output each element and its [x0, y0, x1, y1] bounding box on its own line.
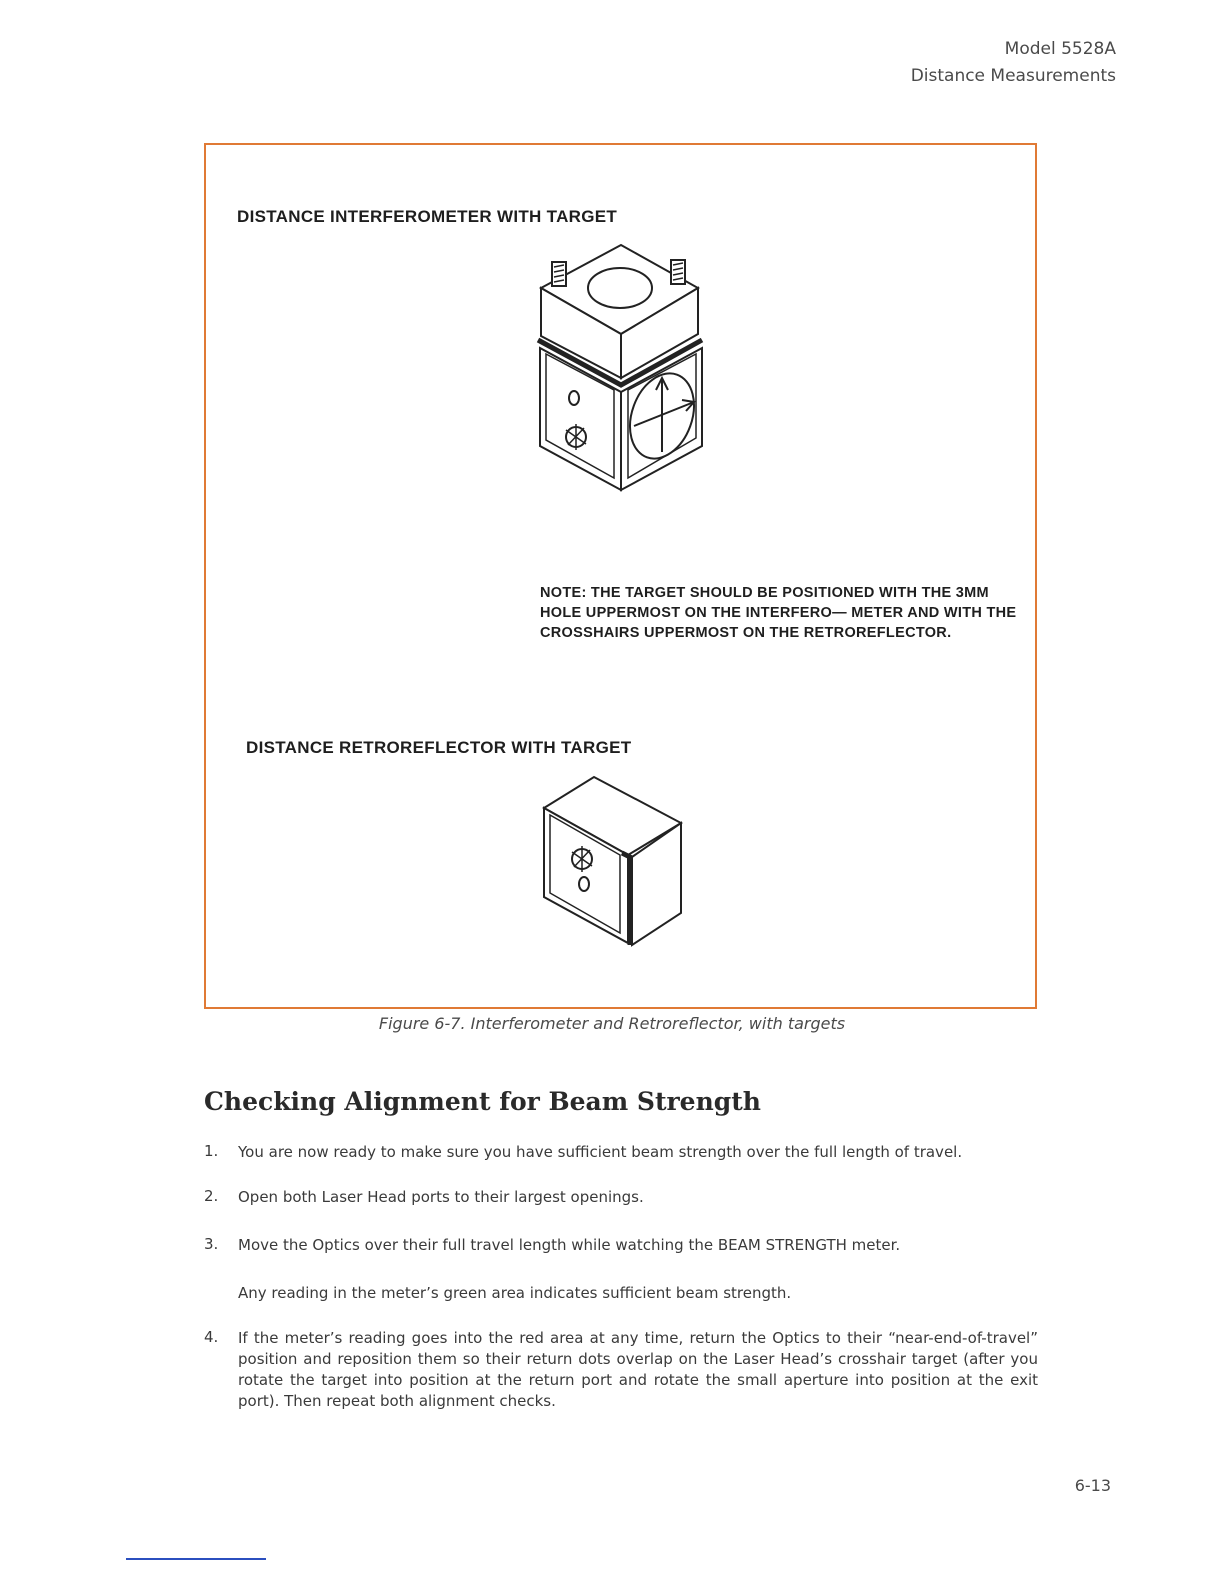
step-number: 4. — [204, 1328, 219, 1346]
retroreflector-label: DISTANCE RETROREFLECTOR WITH TARGET — [246, 738, 632, 757]
running-head — [911, 36, 1116, 90]
footer-rule — [126, 1558, 266, 1560]
step-text: Move the Optics over their full travel length while watching the BEAM STRENGTH meter. — [238, 1236, 901, 1254]
step-number: 3. — [204, 1235, 219, 1253]
page-number: 6-13 — [1074, 1476, 1111, 1495]
model-label: Model 5528A — [1004, 39, 1116, 59]
step-number: 1. — [204, 1142, 219, 1160]
interferometer-illustration — [526, 240, 711, 500]
figure-note: NOTE: THE TARGET SHOULD BE POSITIONED WITH THE 3MM HOLE UPPERMOST ON THE INTERFERO— METER AND WITH THE CROSSHAIRS UPPERMOST ON THE RETROREFLECTOR. — [540, 585, 1017, 641]
retroreflector-illustration — [536, 773, 686, 953]
step-number: 2. — [204, 1187, 219, 1205]
step-text: You are now ready to make sure you have sufficient beam strength over the full length of travel. — [238, 1143, 963, 1161]
section-label: Distance Measurements — [910, 66, 1116, 86]
step-text: Open both Laser Head ports to their largest openings. — [238, 1188, 644, 1206]
interferometer-label: DISTANCE INTERFEROMETER WITH TARGET — [237, 207, 618, 226]
figure-frame — [204, 143, 1037, 1009]
section-heading: Checking Alignment for Beam Strength — [204, 1087, 761, 1116]
step-text: If the meter’s reading goes into the red area at any time, return the Optics to their “near-end-of-travel” position and reposition them so their return dots overlap on the Laser Head’s crosshair target (after you rotate the target into position at the return port and rotate the small aperture into position at the exit port). Then repeat both alignment checks. — [238, 1329, 1038, 1410]
step-text: Any reading in the meter’s green area indicates sufficient beam strength. — [238, 1284, 792, 1302]
figure-caption: Figure 6-7. Interferometer and Retroreflector, with targets — [378, 1014, 846, 1033]
